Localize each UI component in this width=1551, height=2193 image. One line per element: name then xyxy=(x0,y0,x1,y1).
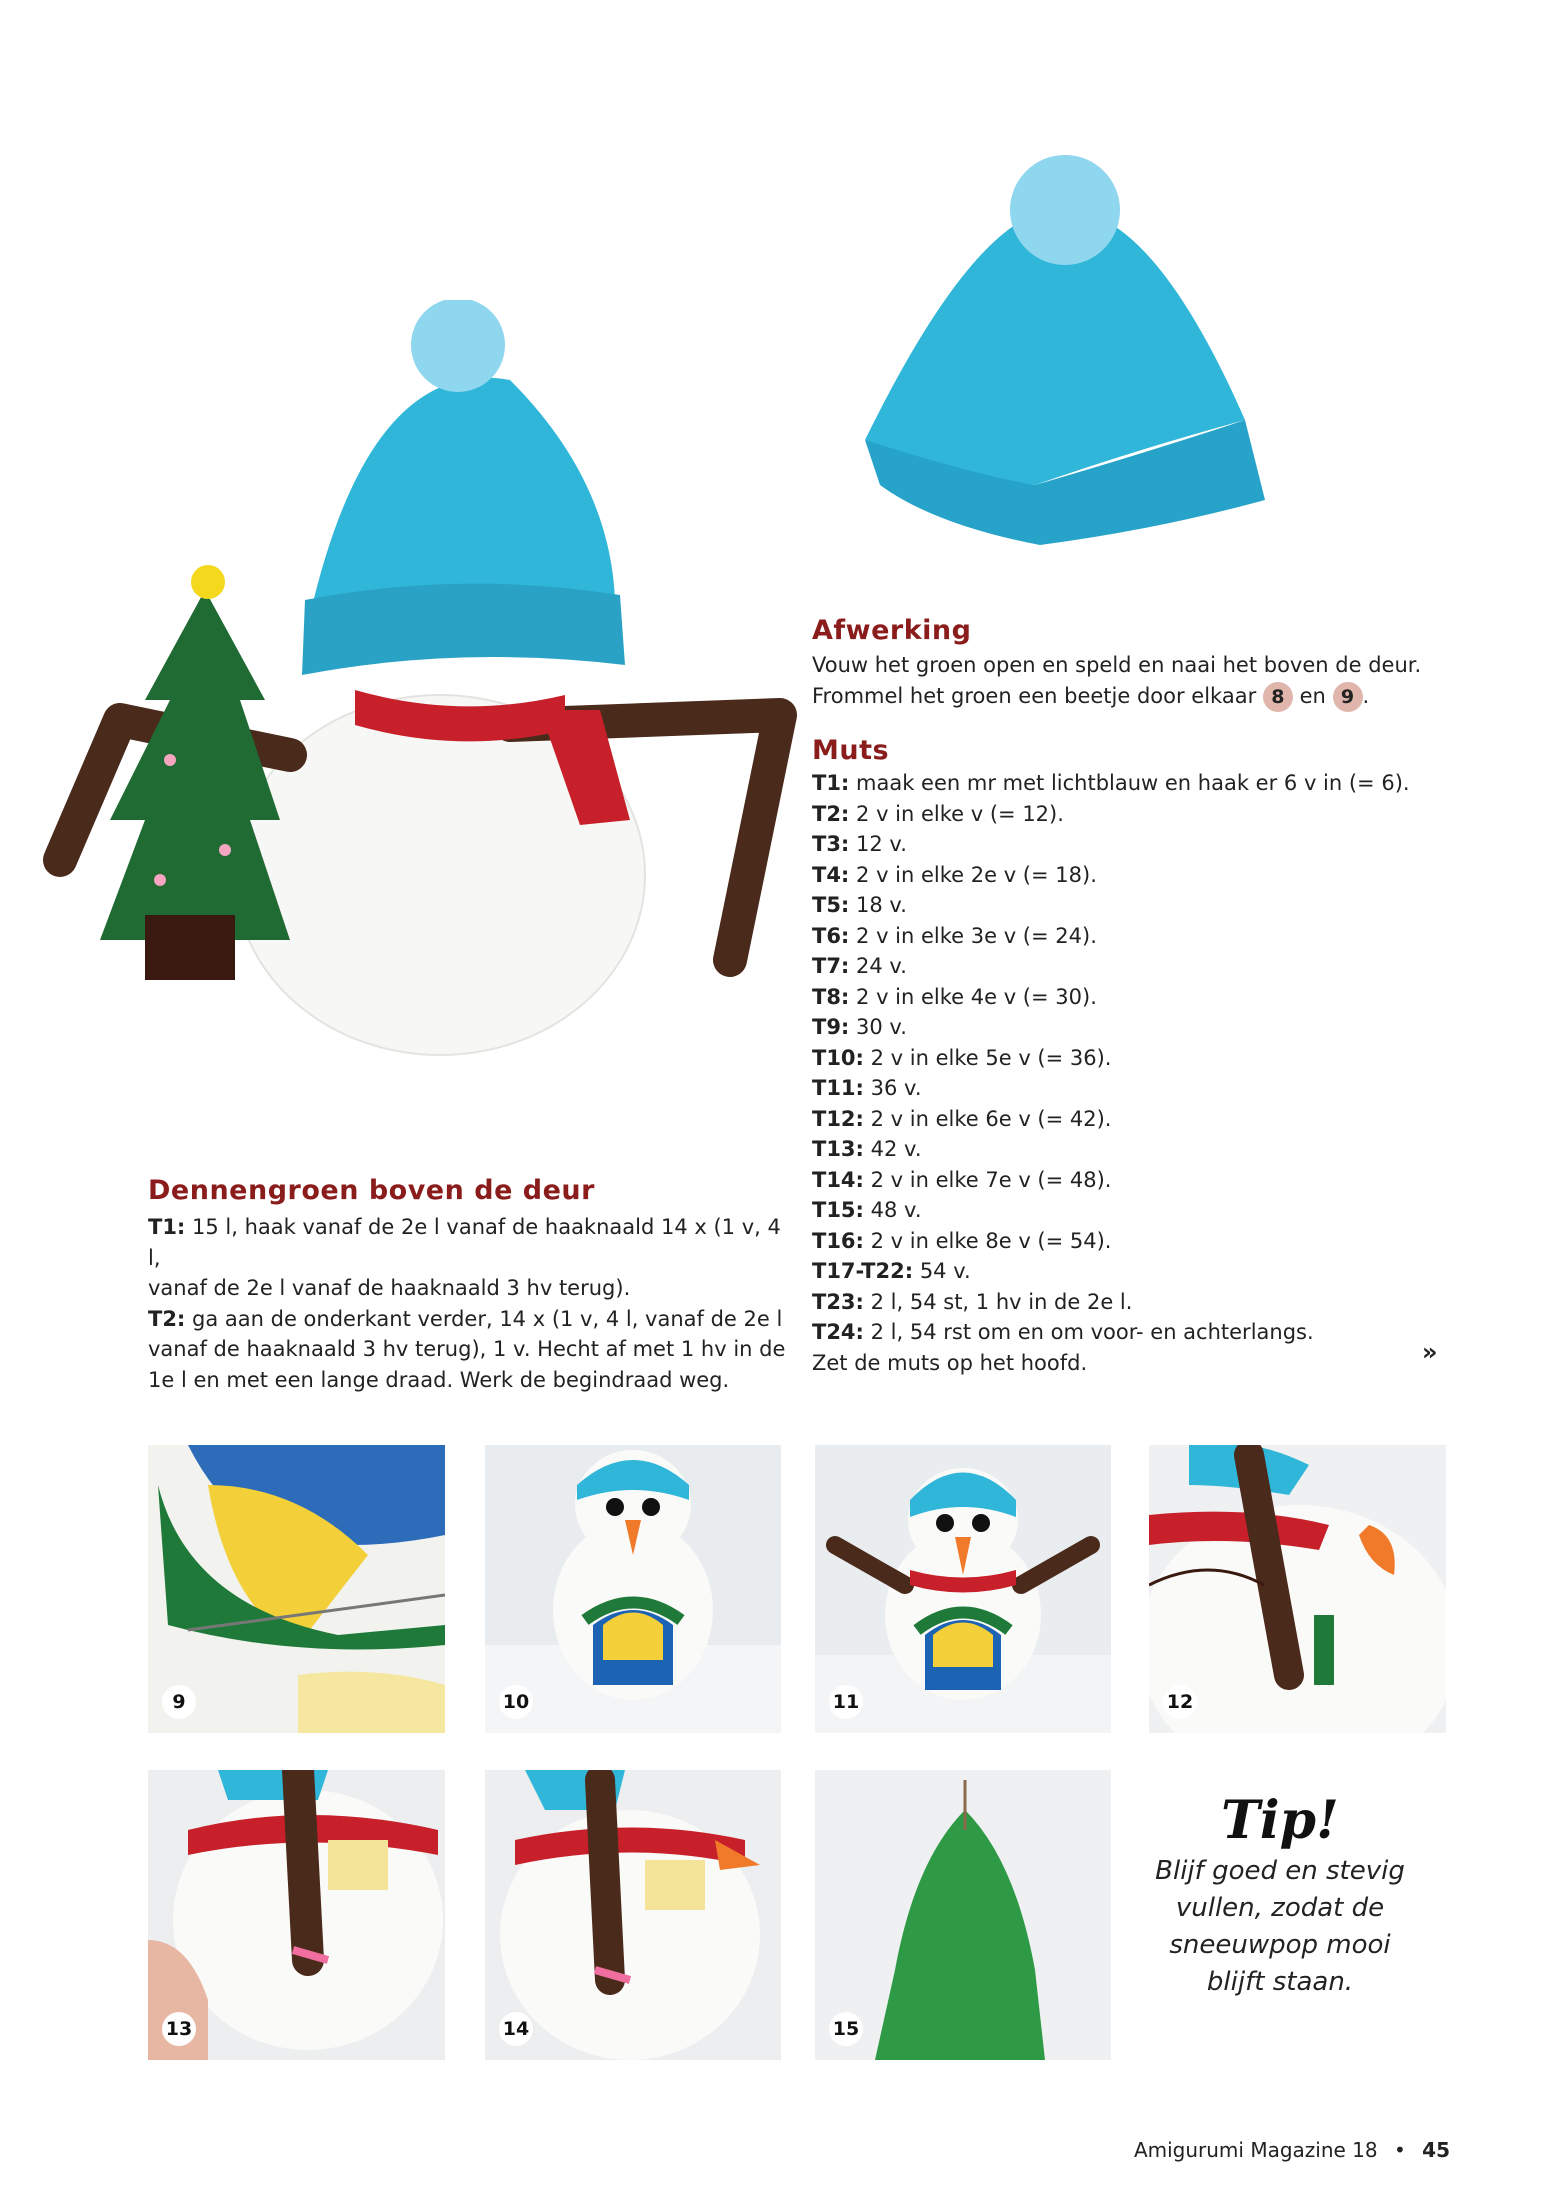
muts-row-label: T10: xyxy=(812,1045,864,1070)
muts-row xyxy=(812,1287,1472,1318)
tip-box xyxy=(1140,1790,1420,2001)
muts-heading: Muts xyxy=(812,735,890,766)
afwerking-heading: Afwerking xyxy=(812,615,972,646)
muts-row-text: 2 v in elke 3e v (= 24). xyxy=(856,923,1097,948)
muts-row-text: 30 v. xyxy=(856,1015,907,1039)
step-number-15: 15 xyxy=(829,2012,863,2046)
muts-row-label: T16: xyxy=(812,1228,864,1253)
muts-row xyxy=(812,951,1472,982)
footer-magazine: Amigurumi Magazine 18 xyxy=(1133,2138,1378,2162)
afwerking-between: en xyxy=(1299,683,1326,708)
muts-row xyxy=(812,799,1472,830)
muts-row-label: T12: xyxy=(812,1106,864,1131)
muts-row-label: T13: xyxy=(812,1137,864,1161)
muts-closing: Zet de muts op het hoofd. xyxy=(812,1350,1088,1375)
t2-label: T2: xyxy=(148,1306,186,1331)
tip-line-2: vullen, zodat de xyxy=(1175,1893,1385,1923)
step-number-10: 10 xyxy=(499,1685,533,1719)
muts-row xyxy=(812,1134,1472,1165)
tip-line-4: blijft staan. xyxy=(1206,1967,1354,1997)
step-photo-11 xyxy=(815,1445,1111,1733)
dennengroen-t2-line-1 xyxy=(148,1304,788,1335)
muts-row-text: 12 v. xyxy=(856,832,907,856)
muts-row-text: 42 v. xyxy=(870,1137,922,1161)
muts-row-label: T6: xyxy=(812,923,850,948)
muts-row-text: 2 v in elke 4e v (= 30). xyxy=(856,984,1097,1009)
muts-row-label: T2: xyxy=(812,801,850,826)
footer-page-number: 45 xyxy=(1422,2138,1450,2162)
muts-row-text: 2 v in elke 6e v (= 42). xyxy=(870,1106,1112,1131)
afwerking-after: . xyxy=(1362,683,1370,708)
dennengroen-section xyxy=(148,1175,788,1395)
muts-row xyxy=(812,1256,1472,1287)
step-photo-12 xyxy=(1149,1445,1446,1733)
muts-row-text: 2 l, 54 rst om en om voor- en achterlangs. xyxy=(870,1320,1314,1344)
step-photo-9 xyxy=(148,1445,445,1733)
muts-row xyxy=(812,1073,1472,1104)
step-photo-14 xyxy=(485,1770,781,2060)
dennengroen-t1-line-1 xyxy=(148,1212,788,1273)
muts-row xyxy=(812,1043,1472,1074)
muts-row xyxy=(812,921,1472,952)
muts-section xyxy=(812,735,1472,1378)
t1-text-2: vanaf de 2e l vanaf de haaknaald 3 hv terug). xyxy=(148,1276,631,1300)
step-ref-9: 9 xyxy=(1333,682,1363,712)
muts-row-text: 2 v in elke 7e v (= 48). xyxy=(870,1167,1112,1192)
tip-line-1: Blijf goed en stevig xyxy=(1155,1856,1405,1886)
afwerking-line-2-text: Frommel het groen een beetje door elkaar xyxy=(812,683,1257,708)
muts-row-label: T8: xyxy=(812,984,850,1009)
muts-row xyxy=(812,860,1472,891)
footer-bullet: • xyxy=(1394,2138,1406,2162)
muts-row xyxy=(812,1226,1472,1257)
t2-text-3: 1e l en met een lange draad. Werk de begindraad weg. xyxy=(148,1367,730,1392)
muts-row-label: T17-T22: xyxy=(812,1259,914,1283)
muts-row-label: T4: xyxy=(812,862,850,887)
afwerking-line-1: Vouw het groen open en speld en naai het boven de deur. xyxy=(812,653,1422,677)
t1-text-1: 15 l, haak vanaf de 2e l vanaf de haaknaald 14 x (1 v, 4 l, xyxy=(148,1215,781,1270)
step-ref-8: 8 xyxy=(1263,682,1293,712)
afwerking-section xyxy=(812,615,1472,712)
muts-row-text: maak een mr met lichtblauw en haak er 6 v in (= 6). xyxy=(856,771,1410,795)
muts-row xyxy=(812,1165,1472,1196)
muts-row xyxy=(812,982,1472,1013)
muts-row-text: 2 v in elke v (= 12). xyxy=(856,801,1064,826)
muts-row-label: T3: xyxy=(812,832,850,856)
step-number-13: 13 xyxy=(162,2012,196,2046)
step-number-9: 9 xyxy=(162,1685,196,1719)
muts-row-text: 2 l, 54 st, 1 hv in de 2e l. xyxy=(870,1289,1133,1314)
t2-text-1: ga aan de onderkant verder, 14 x (1 v, 4 l, vanaf de 2e l xyxy=(192,1306,783,1331)
muts-row-label: T15: xyxy=(812,1198,864,1222)
muts-row-text: 2 v in elke 2e v (= 18). xyxy=(856,862,1097,887)
muts-row xyxy=(812,829,1472,860)
muts-row-text: 36 v. xyxy=(870,1076,922,1100)
step-number-11: 11 xyxy=(829,1685,863,1719)
muts-row xyxy=(812,1195,1472,1226)
muts-row xyxy=(812,1104,1472,1135)
dennengroen-heading: Dennengroen boven de deur xyxy=(148,1175,595,1206)
step-photo-13 xyxy=(148,1770,445,2060)
tip-line-3: sneeuwpop mooi xyxy=(1169,1930,1391,1960)
muts-row-text: 48 v. xyxy=(870,1198,922,1222)
muts-row-label: T5: xyxy=(812,893,850,917)
step-photo-10 xyxy=(485,1445,781,1733)
muts-rows xyxy=(812,768,1472,1348)
muts-row xyxy=(812,1317,1472,1348)
muts-row-text: 2 v in elke 8e v (= 54). xyxy=(870,1228,1112,1253)
muts-row-label: T14: xyxy=(812,1167,864,1192)
muts-row-text: 54 v. xyxy=(919,1259,971,1283)
step-photo-15 xyxy=(815,1770,1111,2060)
muts-row-label: T23: xyxy=(812,1289,864,1314)
muts-row xyxy=(812,890,1472,921)
tip-title: Tip! xyxy=(1221,1790,1339,1851)
muts-row-label: T9: xyxy=(812,1015,850,1039)
muts-row-label: T11: xyxy=(812,1076,864,1100)
afwerking-line-2 xyxy=(812,681,1472,712)
t1-label: T1: xyxy=(148,1215,186,1239)
t2-text-2: vanaf de haaknaald 3 hv terug), 1 v. Hecht af met 1 hv in de xyxy=(148,1337,786,1361)
muts-row-label: T7: xyxy=(812,954,850,978)
hero-snowman-photo xyxy=(40,300,810,1080)
muts-row-label: T1: xyxy=(812,771,850,795)
hat-photo xyxy=(855,155,1305,565)
muts-row-text: 24 v. xyxy=(856,954,907,978)
muts-row-text: 2 v in elke 5e v (= 36). xyxy=(870,1045,1112,1070)
muts-row-text: 18 v. xyxy=(856,893,907,917)
muts-row xyxy=(812,768,1472,799)
muts-row-label: T24: xyxy=(812,1320,864,1344)
page-footer xyxy=(1100,2138,1450,2162)
step-number-12: 12 xyxy=(1163,1685,1197,1719)
muts-row xyxy=(812,1012,1472,1043)
continue-mark: » xyxy=(1422,1338,1438,1366)
step-number-14: 14 xyxy=(499,2012,533,2046)
